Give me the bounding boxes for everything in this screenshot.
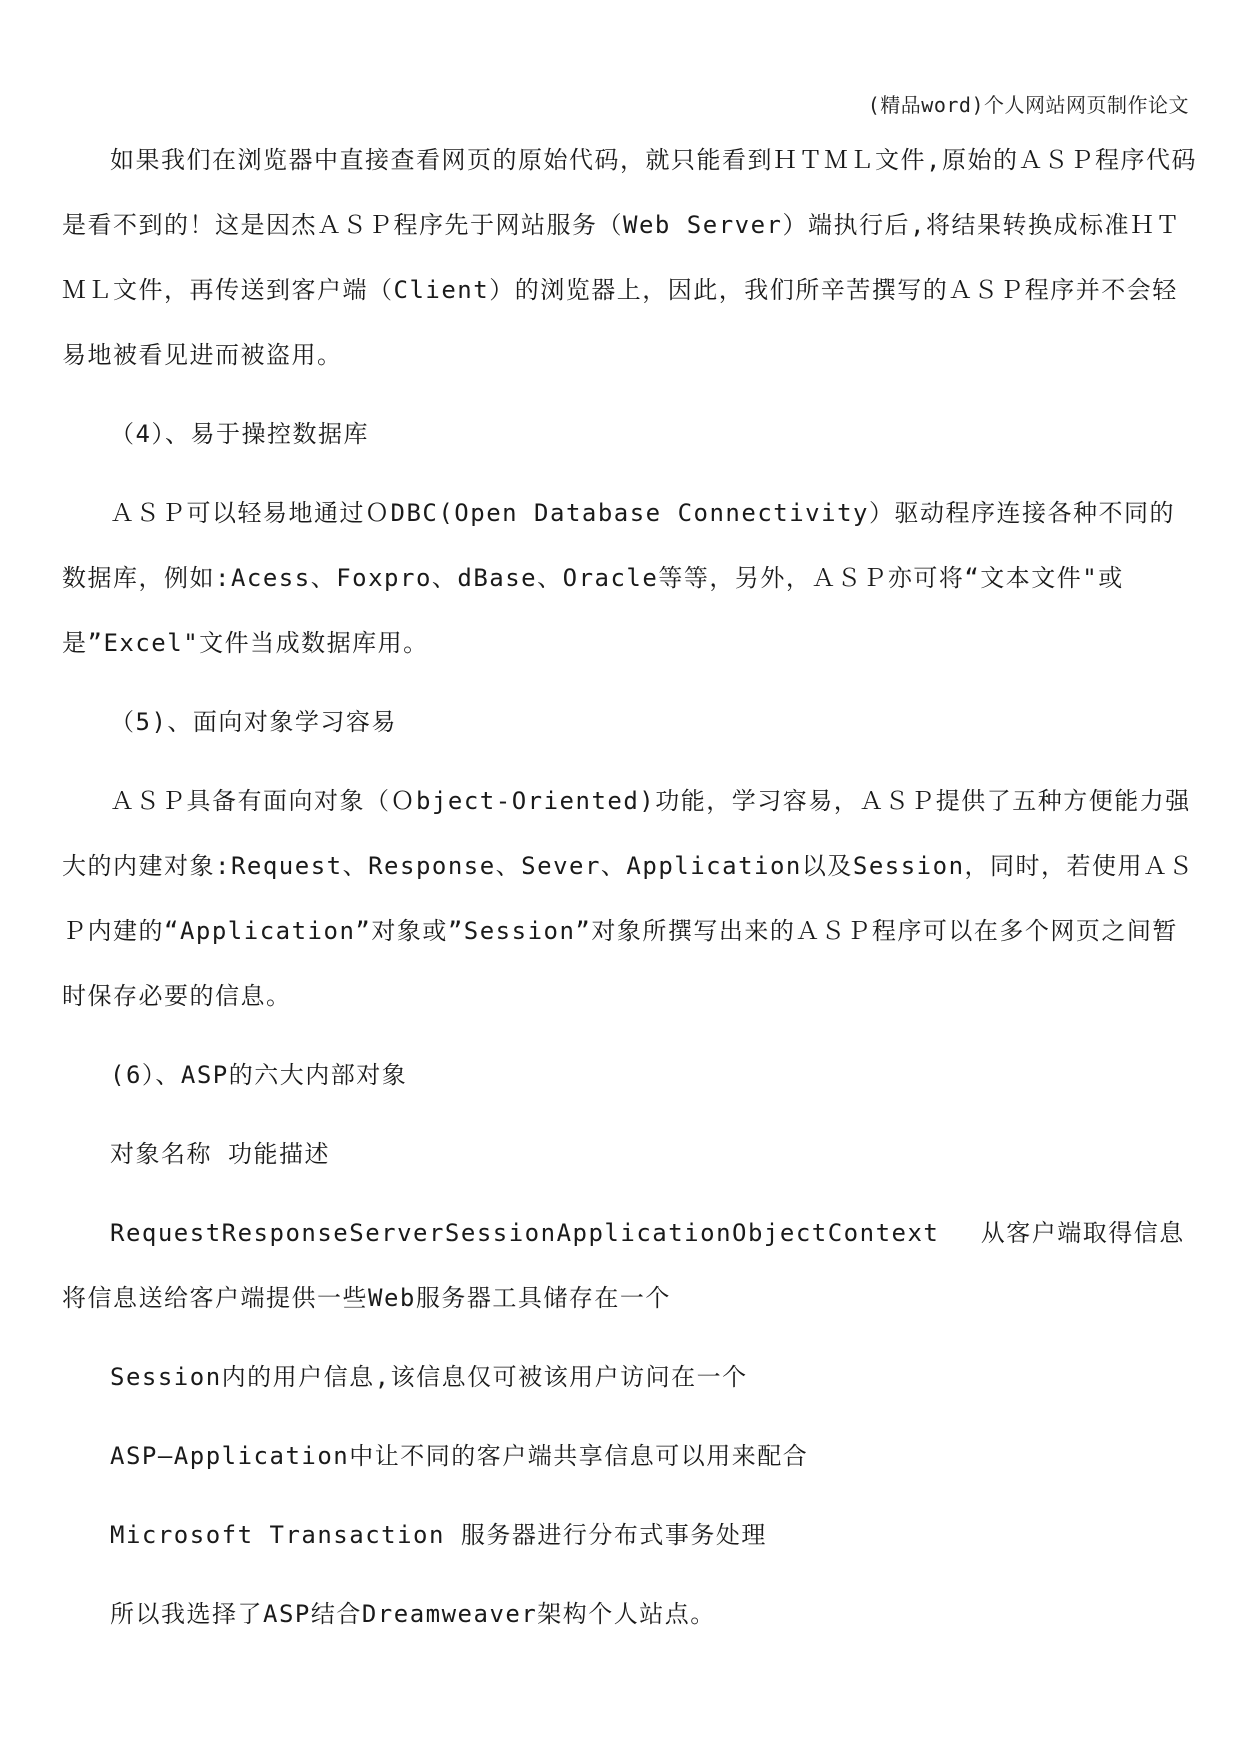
section-heading-object-oriented: （5)、面向对象学习容易 [110, 708, 397, 736]
paragraph-builtin-objects: ＡＳＰ具备有面向对象（Ｏbject-Oriented)功能，学习容易，ＡＳＰ提供了五种方便能力强大的内建对象:Request、Response、Sever、Application以及Session，同时，若使用ＡＳＰ内建的“Application”对象或”Session”对象所撰写出来的ＡＳＰ程序可以在多个网页之间暂时保存必要的信息。 [62, 787, 1195, 1010]
paragraph-odbc: ＡＳＰ可以轻易地通过ＯDBC(Open Database Connectivity）驱动程序连接各种不同的数据库，例如:Acess、Foxpro、dBase、Oracle等等，另外，ＡＳＰ亦可将“文本文件"或是”Excel"文件当成数据库用。 [62, 499, 1175, 657]
paragraph-asp-source-hidden: 如果我们在浏览器中直接查看网页的原始代码，就只能看到ＨＴＭＬ文件,原始的ＡＳＰ程序代码是看不到的！这是因杰ＡＳＰ程序先于网站服务（Web Server）端执行后,将结果转换成标准ＨＴＭＬ文件，再传送到客户端（Client）的浏览器上，因此，我们所辛苦撰写的ＡＳＰ程序并不会轻易地被看见进而被盗用。 [62, 146, 1197, 369]
object-table-header: 对象名称 功能描述 [110, 1140, 330, 1168]
object-list-line-1: RequestResponseServerSessionApplicationObjectContext 从客户端取得信息将信息送给客户端提供一些Web服务器工具储存在一个 [62, 1219, 1185, 1312]
conclusion-paragraph: 所以我选择了ASP结合Dreamweaver架构个人站点。 [110, 1600, 716, 1628]
section-heading-six-objects: (6）、ASP的六大内部对象 [110, 1061, 408, 1089]
section-heading-database: （4）、易于操控数据库 [110, 420, 369, 448]
object-list-line-4: Microsoft Transaction 服务器进行分布式事务处理 [110, 1521, 767, 1549]
object-list-line-2: Session内的用户信息,该信息仅可被该用户访问在一个 [110, 1363, 748, 1391]
object-list-line-3: ASP—Application中让不同的客户端共享信息可以用来配合 [110, 1442, 809, 1470]
running-header: (精品word)个人网站网页制作论文 [867, 93, 1189, 117]
document-body [62, 128, 1197, 1661]
